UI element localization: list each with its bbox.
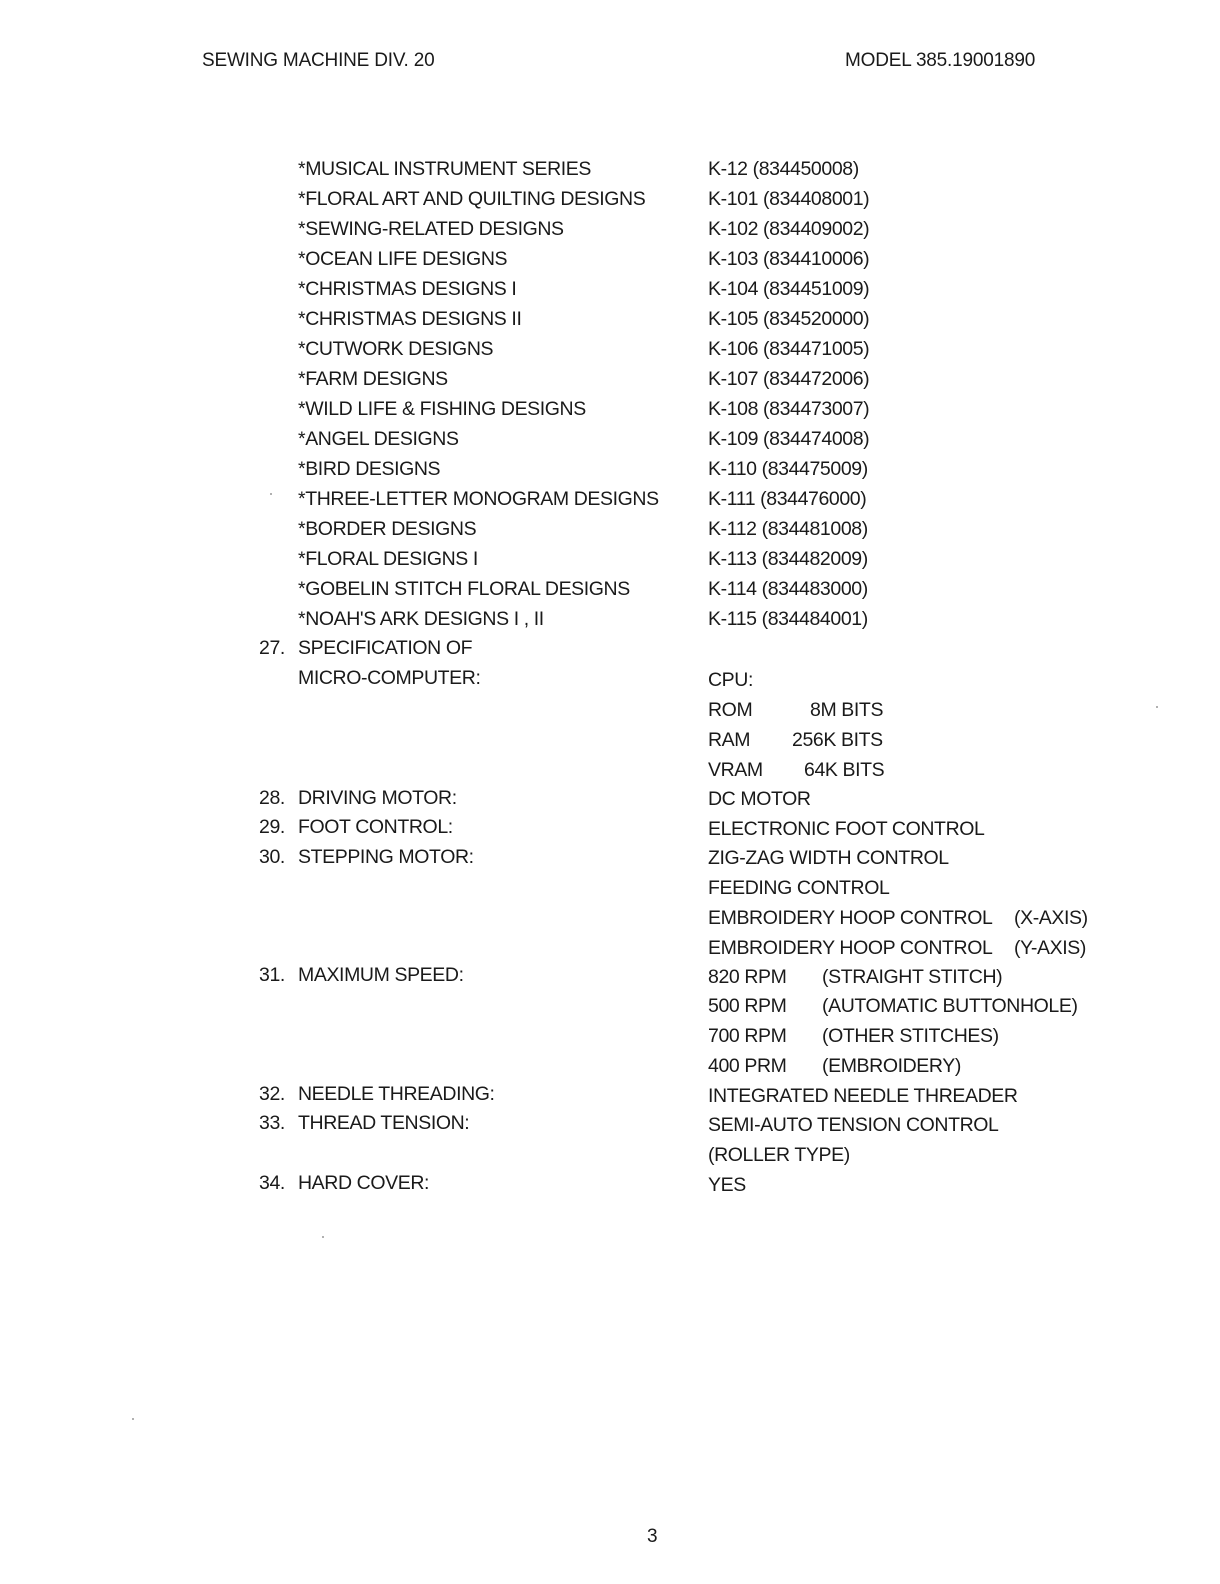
design-card-code: K-12 (834450008) xyxy=(708,158,859,180)
design-card-code: K-107 (834472006) xyxy=(708,368,870,390)
speed-mode: (OTHER STITCHES) xyxy=(822,1025,999,1047)
design-card-name: *CHRISTMAS DESIGNS II xyxy=(298,308,522,330)
spec-number: 33. xyxy=(259,1112,285,1134)
speed-mode: (STRAIGHT STITCH) xyxy=(822,966,1003,988)
spec-value: (ROLLER TYPE) xyxy=(708,1144,850,1166)
spec-label: DRIVING MOTOR: xyxy=(298,787,457,809)
scan-speck xyxy=(1156,706,1158,708)
spec-label: NEEDLE THREADING: xyxy=(298,1083,495,1105)
design-card-name: *THREE-LETTER MONOGRAM DESIGNS xyxy=(298,488,659,510)
spec-label: THREAD TENSION: xyxy=(298,1112,470,1134)
design-card-name: *ANGEL DESIGNS xyxy=(298,428,459,450)
design-card-code: K-114 (834483000) xyxy=(708,578,868,600)
spec-label: MAXIMUM SPEED: xyxy=(298,964,464,986)
scan-speck xyxy=(132,1418,134,1420)
design-card-code: K-102 (834409002) xyxy=(708,218,870,240)
spec-value: ZIG-ZAG WIDTH CONTROL xyxy=(708,847,949,869)
hoop-control: EMBROIDERY HOOP CONTROL xyxy=(708,907,993,929)
spec-value: FEEDING CONTROL xyxy=(708,877,890,899)
design-card-code: K-101 (834408001) xyxy=(708,188,870,210)
design-card-name: *CHRISTMAS DESIGNS I xyxy=(298,278,517,300)
speed-mode: (EMBROIDERY) xyxy=(822,1055,961,1077)
design-card-code: K-112 (834481008) xyxy=(708,518,868,540)
spec-number: 32. xyxy=(259,1083,285,1105)
memory-type: RAM xyxy=(708,729,751,751)
design-card-code: K-109 (834474008) xyxy=(708,428,870,450)
hoop-axis: (Y-AXIS) xyxy=(1014,937,1086,959)
speed-rpm: 820 RPM xyxy=(708,966,787,988)
design-card-name: *FARM DESIGNS xyxy=(298,368,448,390)
spec-value: YES xyxy=(708,1174,746,1196)
design-card-name: *OCEAN LIFE DESIGNS xyxy=(298,248,508,270)
speed-mode: (AUTOMATIC BUTTONHOLE) xyxy=(822,995,1078,1017)
header-model: MODEL 385.19001890 xyxy=(845,50,1036,71)
spec-cpu: CPU: xyxy=(708,669,753,691)
spec-number: 34. xyxy=(259,1172,285,1194)
speed-rpm: 400 PRM xyxy=(708,1055,787,1077)
spec-number: 30. xyxy=(259,846,285,868)
scan-speck xyxy=(270,493,272,495)
spec-number: 27. xyxy=(259,637,285,659)
speed-rpm: 500 RPM xyxy=(708,995,787,1017)
design-card-code: K-113 (834482009) xyxy=(708,548,868,570)
design-card-code: K-115 (834484001) xyxy=(708,608,868,630)
design-card-code: K-111 (834476000) xyxy=(708,488,867,510)
spec-value: DC MOTOR xyxy=(708,788,811,810)
memory-size: 8M BITS xyxy=(810,699,884,721)
design-card-code: K-106 (834471005) xyxy=(708,338,870,360)
design-card-name: *WILD LIFE & FISHING DESIGNS xyxy=(298,398,586,420)
design-card-code: K-110 (834475009) xyxy=(708,458,868,480)
spec-number: 29. xyxy=(259,816,285,838)
design-card-name: *BORDER DESIGNS xyxy=(298,518,477,540)
design-card-code: K-104 (834451009) xyxy=(708,278,870,300)
spec-label: SPECIFICATION OF xyxy=(298,637,473,659)
design-card-name: *FLORAL DESIGNS I xyxy=(298,548,478,570)
spec-number: 28. xyxy=(259,787,285,809)
spec-number: 31. xyxy=(259,964,285,986)
spec-label: FOOT CONTROL: xyxy=(298,816,453,838)
spec-label: HARD COVER: xyxy=(298,1172,430,1194)
hoop-control: EMBROIDERY HOOP CONTROL xyxy=(708,937,993,959)
speed-rpm: 700 RPM xyxy=(708,1025,787,1047)
design-card-code: K-103 (834410006) xyxy=(708,248,870,270)
spec-value: INTEGRATED NEEDLE THREADER xyxy=(708,1085,1018,1107)
memory-size: 256K BITS xyxy=(792,729,883,751)
design-card-code: K-108 (834473007) xyxy=(708,398,870,420)
hoop-axis: (X-AXIS) xyxy=(1014,907,1088,929)
spec-value: ELECTRONIC FOOT CONTROL xyxy=(708,818,985,840)
memory-size: 64K BITS xyxy=(804,759,885,781)
design-card-code: K-105 (834520000) xyxy=(708,308,870,330)
spec-label: STEPPING MOTOR: xyxy=(298,846,474,868)
design-card-name: *CUTWORK DESIGNS xyxy=(298,338,494,360)
design-card-name: *MUSICAL INSTRUMENT SERIES xyxy=(298,158,591,180)
design-card-name: *BIRD DESIGNS xyxy=(298,458,441,480)
memory-type: ROM xyxy=(708,699,753,721)
spec-value: SEMI-AUTO TENSION CONTROL xyxy=(708,1114,999,1136)
design-card-name: *FLORAL ART AND QUILTING DESIGNS xyxy=(298,188,646,210)
memory-type: VRAM xyxy=(708,759,763,781)
design-card-name: *NOAH'S ARK DESIGNS I , II xyxy=(298,608,544,630)
page-number: 3 xyxy=(647,1526,658,1547)
scan-speck xyxy=(322,1236,324,1238)
spec-label: MICRO-COMPUTER: xyxy=(298,667,481,689)
design-card-name: *SEWING-RELATED DESIGNS xyxy=(298,218,564,240)
design-card-name: *GOBELIN STITCH FLORAL DESIGNS xyxy=(298,578,630,600)
header-division: SEWING MACHINE DIV. 20 xyxy=(202,50,435,71)
